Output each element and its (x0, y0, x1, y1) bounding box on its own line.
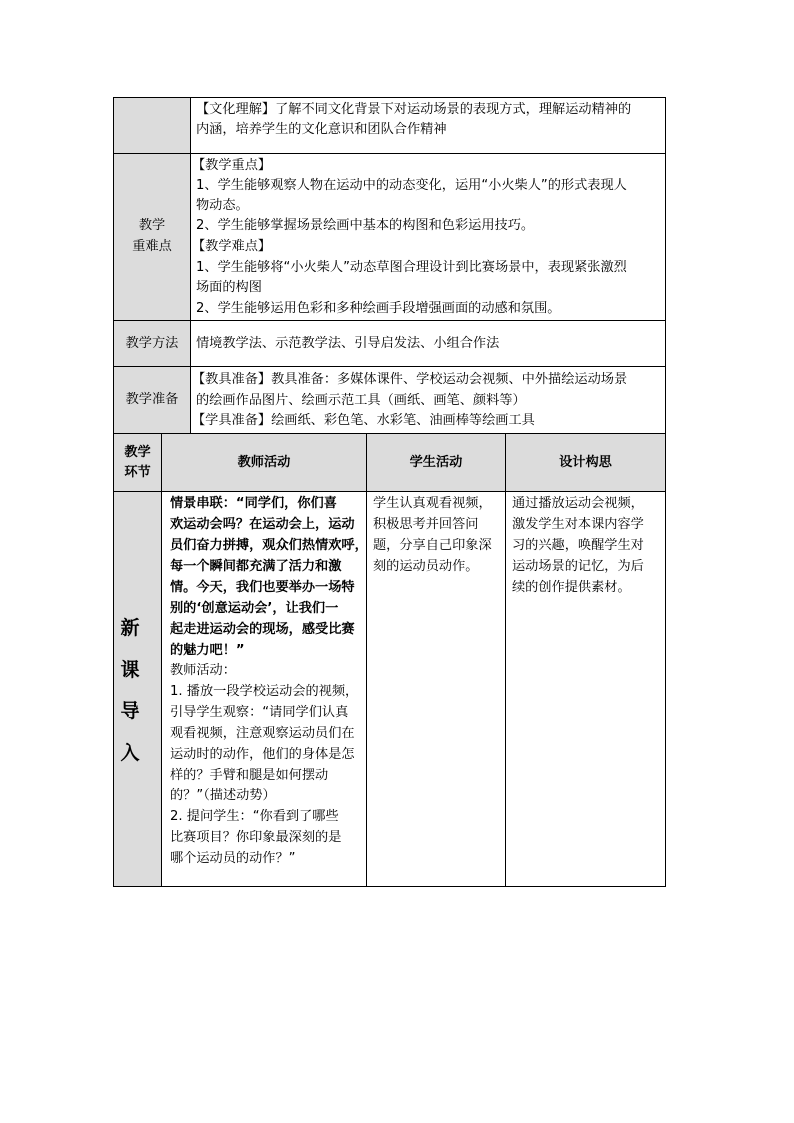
intro-teacher-line-8: 2. 提问学生：“你看到了哪些 (170, 809, 339, 824)
intro-design-line-2: 激发学生对本课内容学 (512, 517, 644, 532)
key-points-line-4: 2、学生能够掌握场景绘画中基本的构图和色彩运用技巧。 (196, 218, 535, 233)
key-points-line-6: 1、学生能够将“小火柴人”动态草图合理设计到比赛场景中，表现紧张激烈 (196, 260, 627, 275)
intro-design-line-4: 运动场景的记忆，为后 (512, 559, 644, 574)
key-points-line-1: 【教学重点】 (192, 158, 272, 173)
method-label: 教学方法 (125, 336, 179, 351)
intro-stage-char-1: 新 (120, 617, 140, 639)
header-teacher-label: 教师活动 (237, 455, 291, 470)
intro-stage-char-2: 课 (120, 659, 140, 681)
header-student-label: 学生活动 (409, 455, 463, 470)
preparation-label: 教学准备 (125, 392, 179, 407)
intro-student-line-2: 积极思考并回答问 (373, 517, 479, 532)
intro-teacher-line-3: 引导学生观察：“请同学们认真 (170, 705, 349, 720)
intro-student-line-3: 题，分享自己印象深 (373, 538, 492, 553)
intro-teacher-line-1: 教师活动： (170, 663, 236, 678)
preparation-line-1: 【教具准备】教具准备：多媒体课件、学校运动会视频、中外描绘运动场景 (192, 372, 628, 387)
intro-stage-char-3: 导 (120, 700, 140, 722)
intro-design-line-1: 通过播放运动会视频， (512, 496, 644, 511)
intro-student-line-1: 学生认真观看视频， (373, 496, 492, 511)
key-points-label-2: 重难点 (132, 239, 172, 254)
method-text: 情境教学法、示范教学法、引导启发法、小组合作法 (196, 336, 500, 351)
intro-teacher-bold-3: 员们奋力拼搏，观众们热情欢呼， (170, 538, 368, 553)
key-points-line-7: 场面的构图 (196, 280, 262, 295)
intro-teacher-line-7: 的？”（描述动势） (170, 788, 276, 803)
intro-teacher-line-5: 运动时的动作，他们的身体是怎 (170, 747, 355, 762)
culture-line-2: 内涵，培养学生的文化意识和团队合作精神 (196, 122, 447, 137)
intro-teacher-bold-5: 情。今天，我们也要举办一场特 (170, 580, 355, 595)
intro-teacher-bold-6: 别的‘创意运动会’，让我们一 (170, 601, 339, 616)
intro-stage-cell (113, 491, 162, 887)
intro-teacher-bold-4: 每一个瞬间都充满了活力和激 (170, 559, 342, 574)
intro-design-line-5: 续的创作提供素材。 (512, 580, 631, 595)
intro-teacher-line-2: 1. 播放一段学校运动会的视频， (170, 684, 359, 699)
key-points-label-1: 教学 (138, 218, 166, 233)
key-points-line-5: 【教学难点】 (192, 239, 272, 254)
intro-teacher-line-10: 哪个运动员的动作？” (170, 851, 296, 866)
header-stage-line-2: 环节 (124, 465, 151, 480)
intro-stage-char-4: 入 (120, 742, 140, 764)
key-points-line-2: 1、学生能够观察人物在运动中的动态变化，运用“小火柴人”的形式表现人 (196, 178, 627, 193)
culture-label-cell (113, 97, 191, 154)
header-stage-line-1: 教学 (124, 445, 151, 460)
intro-teacher-bold-7: 起走进运动会的现场，感受比赛 (170, 622, 355, 637)
intro-teacher-bold-8: 的魅力吧！” (170, 643, 245, 658)
key-points-line-8: 2、学生能够运用色彩和多种绘画手段增强画面的动感和氛围。 (196, 301, 561, 316)
intro-teacher-line-6: 样的？手臂和腿是如何摆动 (170, 768, 329, 783)
intro-student-line-4: 刻的运动员动作。 (373, 559, 479, 574)
intro-teacher-line-4: 观看视频，注意观察运动员们在 (170, 726, 355, 741)
preparation-line-3: 【学具准备】绘画纸、彩色笔、水彩笔、油画棒等绘画工具 (192, 413, 535, 428)
culture-line-1: 【文化理解】了解不同文化背景下对运动场景的表现方式，理解运动精神的 (196, 102, 632, 117)
header-design-label: 设计构思 (559, 455, 612, 470)
key-points-line-3: 物动态。 (196, 198, 249, 213)
intro-teacher-bold-2: 欢运动会吗？在运动会上，运动 (170, 517, 355, 532)
intro-design-line-3: 习的兴趣，唤醒学生对 (512, 538, 644, 553)
intro-teacher-bold-1: 情景串联：“同学们，你们喜 (170, 496, 337, 511)
preparation-line-2: 的绘画作品图片、绘画示范工具（画纸、画笔、颜料等） (196, 393, 526, 408)
intro-teacher-line-9: 比赛项目？你印象最深刻的是 (170, 830, 342, 845)
